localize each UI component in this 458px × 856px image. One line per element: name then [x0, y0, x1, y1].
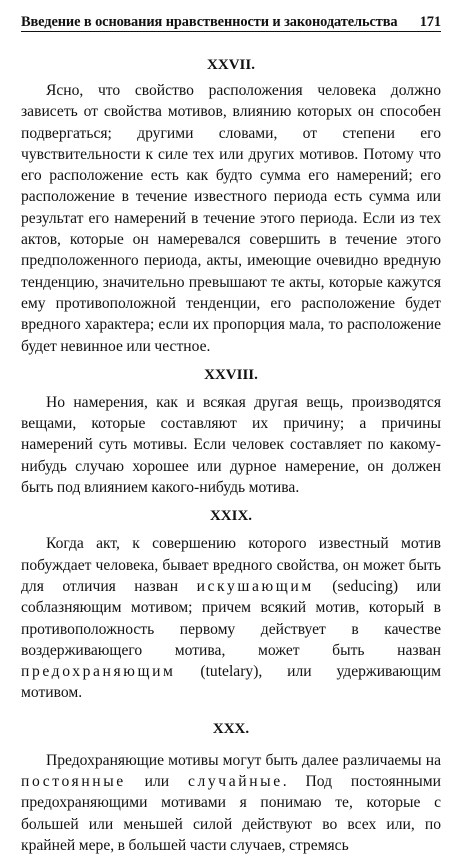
paragraph-text: (tutelary), или удерживающим мотивом.	[21, 663, 441, 702]
paragraph-text: или	[144, 773, 170, 791]
paragraph: Ясно, что свойство расположения человека должно зависеть от свойства мотивов, влиянию которых он способен подвергаться; другими словами, от степени его чувствительности к силе тех или других мотивов. Потому что его расположение есть как будто сумма его намерений; его расположение в течение известного периода есть сумма или результат его намерений в течение этого периода. Если из тех актов, которые он намеревался совершить в течение этого предположенного периода, акты, имеющие очевидно вредную тенденцию, значительно превышают те акты, которые кажутся ему противоположной тенденции, его расположение будет вредного характера; если их пропорция мала, то расположение будет невинное или честное.	[21, 82, 441, 355]
running-head-title: Введение в основания нравственности и законодательства	[21, 14, 398, 30]
paragraph: Но намерения, как и всякая другая вещь, производятся вещами, которые составляют их причину; а причины намерений суть мотивы. Если человек составляет по какому-нибудь случаю хорошее или дурное намерение, он должен быть под влиянием какого-нибудь мотива.	[21, 393, 441, 497]
section-heading: XXVIII.	[204, 366, 258, 383]
section-xxix	[21, 505, 441, 703]
paragraph-text: . Под постоянными предохраняющими мотивами я понимаю те, которые с большей или меньшей силой действуют во всех или, по крайней мере, в большей части случаев, стремясь	[21, 773, 441, 854]
spaced-term: искушающим	[196, 577, 314, 595]
spaced-term: постоянные	[21, 773, 126, 791]
section-xxx	[21, 718, 441, 856]
section-heading: XXX.	[212, 720, 250, 737]
paragraph-text: Предохраняющие мотивы могут быть далее различаемы на	[45, 751, 441, 769]
paragraph	[21, 750, 441, 856]
section-xxviii	[21, 364, 441, 498]
page-number: 171	[419, 14, 441, 30]
paragraph-text: (seducing) или соблазняющим мотивом; причем всякий мотив, который в противоположность первому действует в качестве воздерживающего мотива, может быть назван	[21, 577, 441, 659]
section-heading: XXVII.	[207, 57, 255, 73]
paragraph	[21, 533, 441, 703]
section-heading: XXIX.	[209, 508, 253, 525]
spaced-term: случайные	[188, 773, 283, 791]
running-head	[21, 0, 441, 32]
section-xxvii	[21, 54, 441, 357]
paragraph-text: Когда акт, к совершению которого известный мотив побуждает человека, бывает вредного свойства, он может быть для отличия назван	[21, 535, 441, 595]
spaced-term: предохраняющим	[21, 663, 176, 681]
